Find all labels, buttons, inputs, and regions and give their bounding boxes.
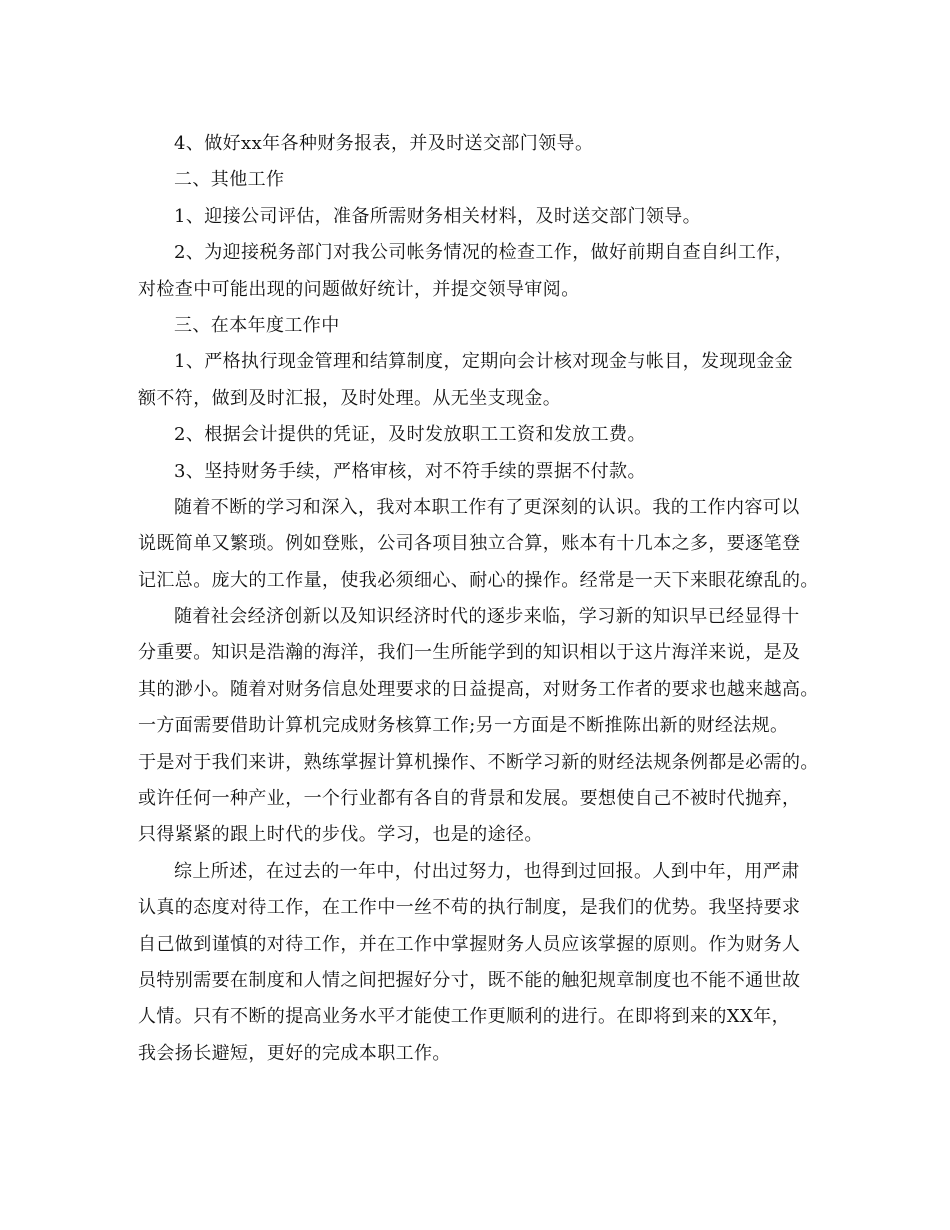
text-line: 随着不断的学习和深入，我对本职工作有了更深刻的认识。我的工作内容可以: [174, 496, 800, 518]
text-line: 4、做好xx年各种财务报表，并及时送交部门领导。: [174, 133, 594, 154]
text-line: 只得紧紧的跟上时代的步伐。学习，也是的途径。: [138, 824, 543, 846]
text-line: 随着社会经济创新以及知识经济时代的逐步来临，学习新的知识早已经显得十: [174, 606, 800, 628]
text-line: 说既简单又繁琐。例如登账，公司各项目独立合算，账本有十几本之多，要逐笔登: [138, 533, 801, 555]
text-line: 员特别需要在制度和人情之间把握好分寸，既不能的触犯规章制度也不能不通世故: [138, 969, 801, 991]
text-line: 二、其他工作: [174, 169, 285, 191]
text-line: 2、根据会计提供的凭证，及时发放职工工资和发放工费。: [174, 424, 646, 446]
text-line: 三、在本年度工作中: [174, 314, 340, 336]
text-line: 我会扬长避短，更好的完成本职工作。: [138, 1042, 451, 1064]
text-line: 其的渺小。随着对财务信息处理要求的日益提高，对财务工作者的要求也越来越高。: [138, 678, 819, 700]
text-line: 2、为迎接税务部门对我公司帐务情况的检查工作，做好前期自查自纠工作，: [174, 242, 794, 264]
text-line: 于是对于我们来讲，熟练掌握计算机操作、不断学习新的财经法规条例都是必需的。: [138, 751, 819, 773]
text-line: 综上所述，在过去的一年中，付出过努力，也得到过回报。人到中年，用严肃: [174, 860, 800, 882]
text-line: 一方面需要借助计算机完成财务核算工作;另一方面是不断推陈出新的财经法规。: [138, 715, 789, 737]
text-line: 人情。只有不断的提高业务水平才能使工作更顺利的进行。在即将到来的XX年，: [138, 1006, 791, 1028]
text-line: 额不符，做到及时汇报，及时处理。从无坐支现金。: [138, 387, 562, 409]
text-line: 自己做到谨慎的对待工作，并在工作中掌握财务人员应该掌握的原则。作为财务人: [138, 933, 801, 955]
text-line: 记汇总。庞大的工作量，使我必须细心、耐心的操作。经常是一天下来眼花缭乱的。: [138, 569, 819, 591]
document-body: [138, 126, 838, 1072]
text-line: 认真的态度对待工作，在工作中一丝不苟的执行制度，是我们的优势。我坚持要求: [138, 897, 801, 919]
text-line: 1、迎接公司评估，准备所需财务相关材料，及时送交部门领导。: [174, 205, 702, 227]
text-line: 分重要。知识是浩瀚的海洋，我们一生所能学到的知识相以于这片海洋来说，是及: [138, 642, 801, 664]
text-line: 对检查中可能出现的问题做好统计，并提交领导审阅。: [138, 278, 580, 300]
text-line: 3、坚持财务手续，严格审核，对不符手续的票据不付款。: [174, 460, 646, 482]
text-line: 1、严格执行现金管理和结算制度，定期向会计核对现金与帐目，发现现金金: [174, 351, 794, 373]
text-line: 或许任何一种产业，一个行业都有各自的背景和发展。要想使自己不被时代抛弃，: [138, 788, 801, 810]
